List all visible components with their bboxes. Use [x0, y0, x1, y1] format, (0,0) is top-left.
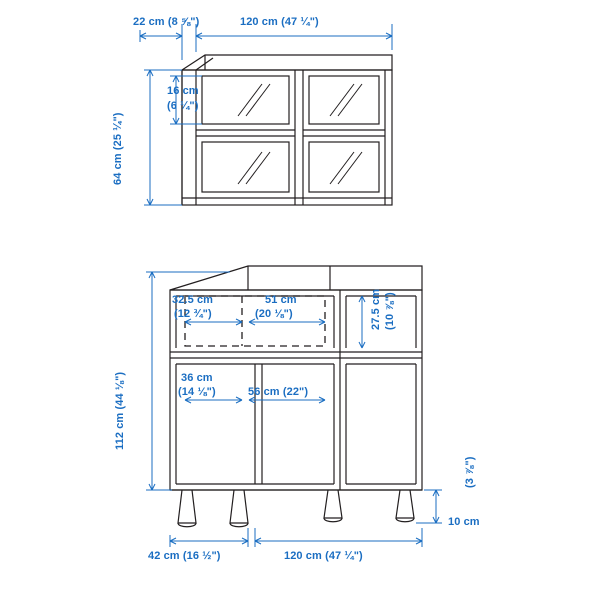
label-drawer-depth-imperial: (12 ¾") — [174, 308, 212, 320]
label-drawer-depth: 32.5 cm — [172, 294, 214, 306]
label-upper-depth: 22 cm (8 ⅝") — [133, 16, 200, 28]
label-lower-total-height: 112 cm (44 ⅛") — [114, 371, 126, 450]
label-drawer-height-imperial: (10 ⅞") — [384, 292, 396, 330]
label-shelf-depth: 36 cm — [181, 372, 213, 384]
label-leg-height: 10 cm — [448, 516, 480, 528]
label-drawer-width-imperial: (20 ⅛") — [255, 308, 293, 320]
label-drawer-height: 27.5 cm — [370, 288, 382, 330]
label-door-height-imperial: (6 ¼") — [167, 100, 199, 112]
label-leg-height-imperial: (3 ⅞") — [464, 456, 476, 488]
label-door-height: 16 cm — [167, 85, 199, 97]
label-shelf-depth-imperial: (14 ⅛") — [178, 386, 216, 398]
upper-cabinet-illustration — [182, 55, 392, 205]
label-drawer-width: 51 cm — [265, 294, 297, 306]
label-upper-width: 120 cm (47 ¼") — [240, 16, 319, 28]
label-lower-width: 120 cm (47 ¼") — [284, 550, 363, 562]
label-upper-height: 64 cm (25 ¼") — [112, 112, 124, 185]
label-shelf-width: 56 cm (22") — [248, 386, 309, 398]
label-lower-depth: 42 cm (16 ½") — [148, 550, 221, 562]
